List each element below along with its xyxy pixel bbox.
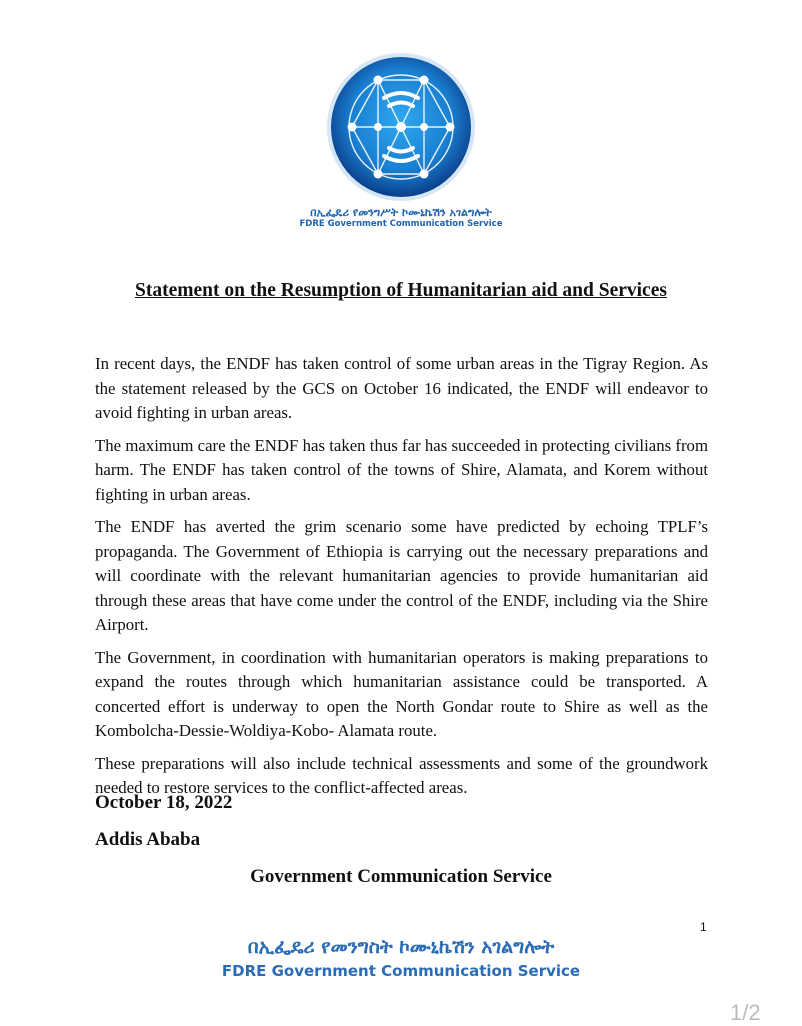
logo-amharic-name: በኢፌዴሪ የመንግሥት ኮሙኒኬሽን አገልግሎት <box>310 206 492 219</box>
logo-english-name: FDRE Government Communication Service <box>299 219 503 229</box>
footer-amharic-name: በኢፌዴሪ የመንግስት ኮሙኒኬሽን አገልግሎት <box>247 936 555 958</box>
logo <box>0 52 802 202</box>
signature: Government Communication Service <box>250 866 552 887</box>
statement-city: Addis Ababa <box>95 829 201 850</box>
paragraph: In recent days, the ENDF has taken control of some urban areas in the Tigray Region. As the statement released by the GCS on October 16 indicated, the ENDF will endeavor to avoid fighting in urban areas. <box>95 354 708 422</box>
page-number: 1 <box>700 920 707 934</box>
page-indicator: 1/2 <box>730 1000 761 1025</box>
paragraph: The Government, in coordination with humanitarian operators is making preparations to expand the routes through which humanitarian assistance could be transported. A concerted effort is underway to open the North Gondar route to Shire as well as the Kombolcha-Dessie-Woldiya-Kobo- Alamata route. <box>95 647 708 740</box>
footer-english-name: FDRE Government Communication Service <box>221 962 581 980</box>
paragraph: The ENDF has averted the grim scenario some have predicted by echoing TPLF’s propaganda. The Government of Ethiopia is carrying out the necessary preparations and will coordinate with the relevant humanitarian agencies to provide humanitarian aid through these areas that have come under the control of the ENDF, including via the Shire Airport. <box>95 517 708 634</box>
gcs-network-globe-logo-icon <box>326 52 476 202</box>
statement-date: October 18, 2022 <box>95 792 233 813</box>
paragraph: These preparations will also include technical assessments and some of the groundwork needed to restore services to the conflict-affected areas. <box>95 753 708 797</box>
statement-body <box>95 352 708 809</box>
document-title: Statement on the Resumption of Humanitarian aid and Services <box>135 280 667 301</box>
paragraph: The maximum care the ENDF has taken thus far has succeeded in protecting civilians from harm. The ENDF has taken control of the towns of Shire, Alamata, and Korem without fighting in urban areas. <box>95 435 708 504</box>
